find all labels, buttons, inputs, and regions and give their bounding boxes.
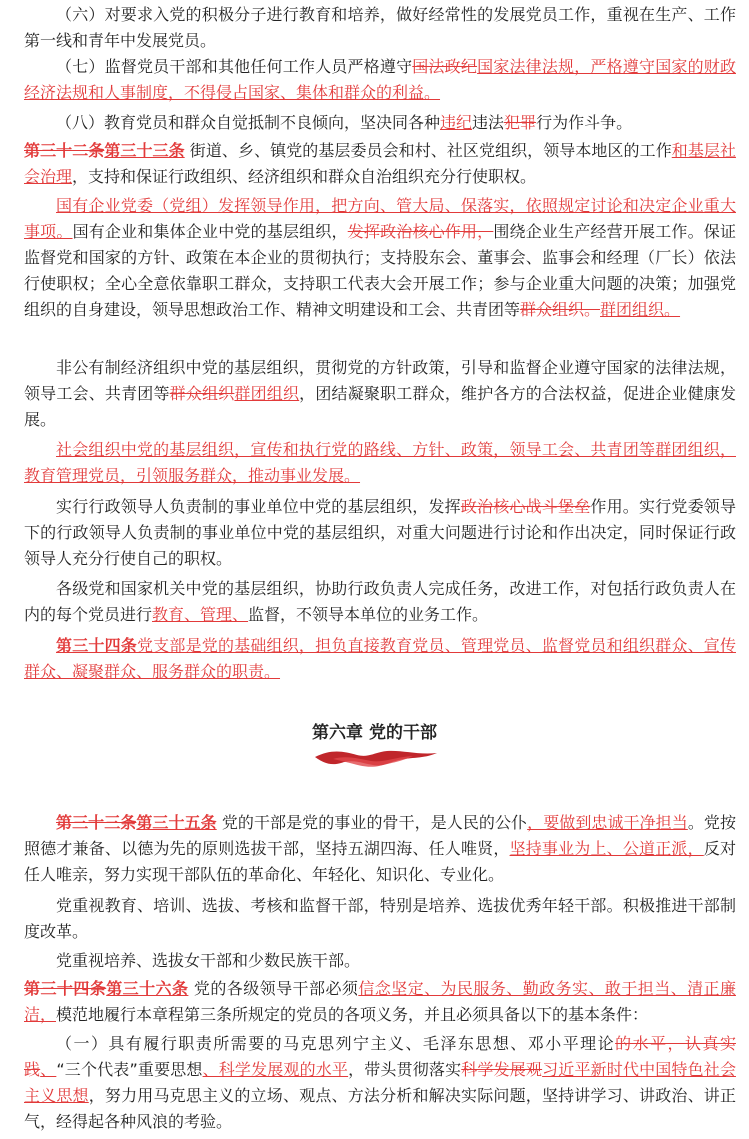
text: 党重视培养、选拔女干部和少数民族干部。 [56,951,361,970]
deleted-text: 科学发展观 [461,1060,543,1079]
ribbon-decoration-icon [313,743,439,773]
inserted-text: 习近平新时代中国特色社会主义思想 [24,1060,736,1105]
inserted-article-number: 第三十三条 [104,141,185,160]
inserted-text: 和基层社会治理 [24,141,736,186]
inserted-text: 违纪 [440,113,473,132]
text: （七）监督党员干部和其他任何工作人员严格遵守 [56,57,413,76]
article-35 [24,810,736,888]
text: 党的各级领导干部必须 [188,979,359,998]
text: “三个代表”重要思想 [56,1060,203,1079]
text: ，支持和保证行政组织、经济组织和群众自治组织充分行使职权。 [72,167,537,186]
inserted-text: 国家法律法规，严格遵守国家的财政经济法规和人事制度，不得侵占国家、集体和群众的利益。 [24,57,736,102]
paragraph-6 [24,2,736,54]
text: 。党按照德才兼备、以德为先的原则选拔干部，坚持五湖四海、任人唯贤， [24,813,736,858]
text: 作用。实行党委领导下的行政领导人负责制的事业单位中党的基层组织，对重大问题进行讨论和作出决定，同时保证行政领导人充分行使自己的职权。 [24,497,736,568]
inserted-text: 信念坚定、为民服务、勤政务实、敢于担当、清正廉洁， [24,979,736,1024]
inserted-article-number: 第三十五条 [136,813,217,832]
inserted-text: 党支部是党的基础组织，担负直接教育党员、管理党员、监督党员和组织群众、宣传群众、凝聚群众、服务群众的职责。 [24,636,736,681]
article-36 [24,976,736,1028]
text: 监督，不领导本单位的业务工作。 [248,605,489,624]
chapter-heading [0,718,749,743]
inserted-text: ，要做到忠诚干净担当 [527,813,688,832]
paragraph-social-org [24,437,736,489]
text: 党重视教育、培训、选拔、考核和监督干部，特别是培养、选拔优秀年轻干部。积极推进干部制度改革。 [24,896,736,941]
text: 反对任人唯亲，努力实现干部队伍的革命化、年轻化、知识化、专业化。 [24,839,736,884]
paragraph-cadre-training [24,893,736,945]
paragraph-women-cadres [24,948,736,974]
text: 违法 [472,113,505,132]
inserted-text: 群团组织 [234,384,300,403]
deleted-text: 犯罪 [504,113,537,132]
deleted-text: 发挥政治核心作用， [347,222,494,241]
text: 党的干部是党的事业的骨干，是人民的公仆 [216,813,528,832]
inserted-text: 教育、管理、 [152,605,249,624]
inserted-text: 国有企业党委（党组）发挥领导作用，把方向、管大局、保落实，依照规定讨论和决定企业重大事项。 [24,196,736,241]
paragraph-public-institution [24,494,736,572]
text: 非公有制经济组织中党的基层组织，贯彻党的方针政策，引导和监督企业遵守国家的法律法规，领导工会、共青团等 [24,358,736,403]
deleted-article-number: 第三十三条 [56,813,137,832]
inserted-article-number: 第三十四条 [56,636,137,655]
text: 实行行政领导人负责制的事业单位中党的基层组织，发挥 [56,497,461,516]
text: 行为作斗争。 [536,113,633,132]
inserted-text: 群团组织。 [600,300,681,319]
deleted-text: 的水平，认真实践 [24,1034,736,1079]
paragraph-state-enterprise [24,193,736,323]
inserted-text: 社会组织中党的基层组织，宣传和执行党的路线、方针、政策，领导工会、共青团等群团组织，教育管理党员，引领服务群众，推动事业发展。 [24,440,736,485]
paragraph-non-public [24,355,736,433]
text: 街道、乡、镇党的基层委员会和村、社区党组织，领导本地区的工作 [184,141,672,160]
paragraph-7 [24,54,736,106]
text: ，团结凝聚职工群众，维护各方的合法权益，促进企业健康发展。 [24,384,736,429]
text: （八）教育党员和群众自觉抵制不良倾向，坚决同各种 [56,113,441,132]
paragraph-8 [24,110,736,136]
article-34 [24,633,736,685]
deleted-text: 群众组织。 [520,300,601,319]
text: （六）对要求入党的积极分子进行教育和培养，做好经常性的发展党员工作，重视在生产、工作第一线和青年中发展党员。 [24,5,736,50]
deleted-text: 群众组织 [169,384,235,403]
chapter-title: 第六章 党的干部 [312,723,437,743]
inserted-text: 坚持事业为上、公道正派， [509,839,704,858]
paragraph-condition-1 [24,1031,736,1135]
deleted-article-number: 第三十二条 [24,141,105,160]
text: ，努力用马克思主义的立场、观点、方法分析和解决实际问题，坚持讲学习、讲政治、讲正气，经得起各种风浪的考验。 [24,1086,736,1131]
text: （一）具有履行职责所需要的马克思列宁主义、毛泽东思想、邓小平理论 [56,1034,616,1053]
deleted-text: 国法政纪 [412,57,478,76]
text: ，带头贯彻落实 [348,1060,462,1079]
inserted-article-number: 第三十六条 [106,979,189,998]
inserted-text: 、 [40,1060,57,1079]
text: 围绕企业生产经营开展工作。保证监督党和国家的方针、政策在本企业的贯彻执行；支持股东会、董事会、监事会和经理（厂长）依法行使职权；全心全意依靠职工群众，支持职工代表大会开展工作；参与企业重大问题的决策；加强党组织的自身建设，领导思想政治工作、精神文明建设和工会、共青团等 [24,222,736,319]
deleted-article-number: 第三十四条 [24,979,107,998]
article-33 [24,138,736,190]
deleted-text: 政治核心战斗堡垒 [460,497,591,516]
text: 各级党和国家机关中党的基层组织，协助行政负责人完成任务，改进工作，对包括行政负责人在内的每个党员进行 [24,579,736,624]
text: 国有企业和集体企业中党的基层组织， [72,222,348,241]
paragraph-state-organs [24,576,736,628]
inserted-text: 、科学发展观的水平 [202,1060,349,1079]
text: 模范地履行本章程第三条所规定的党员的各项义务，并且必须具备以下的基本条件： [56,1005,649,1024]
